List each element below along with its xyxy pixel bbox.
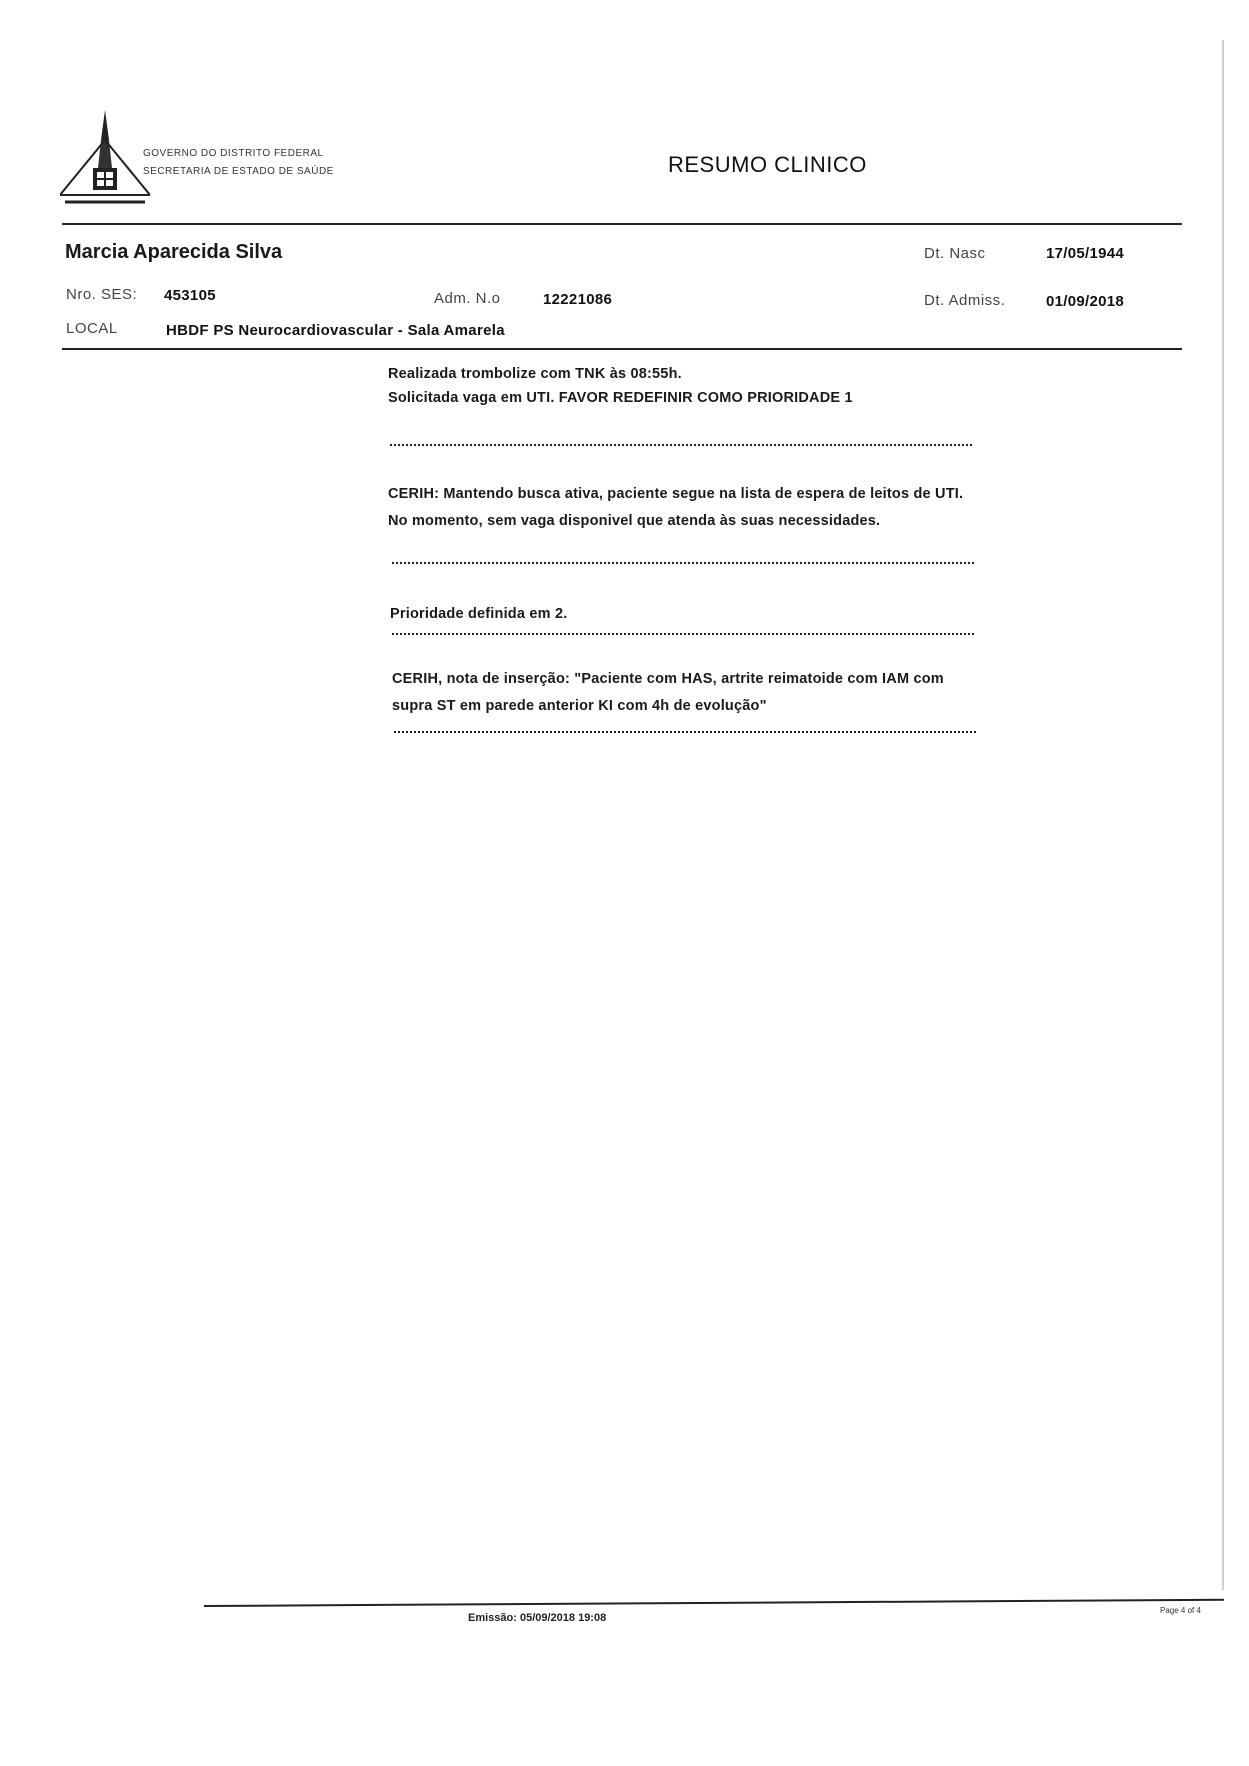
- admission-date-value: 01/09/2018: [1046, 293, 1125, 310]
- patient-info-rule: [62, 348, 1182, 350]
- note-separator: [392, 633, 974, 635]
- page-number: Page 4 of 4: [1160, 1606, 1201, 1615]
- document-title: RESUMO CLINICO: [668, 152, 867, 177]
- admission-date-label: Dt. Admiss.: [924, 292, 1006, 309]
- ses-label: Nro. SES:: [66, 286, 138, 303]
- note-2-line-2: No momento, sem vaga disponivel que atenda às suas necessidades.: [388, 513, 881, 529]
- coat-of-arms-logo: [60, 110, 150, 210]
- note-1-line-2: Solicitada vaga em UTI. FAVOR REDEFINIR COMO PRIORIDADE 1: [388, 390, 853, 406]
- local-label: LOCAL: [66, 320, 118, 337]
- local-value: HBDF PS Neurocardiovascular - Sala Amarela: [166, 322, 505, 339]
- note-4: [392, 666, 944, 720]
- birth-date-value: 17/05/1944: [1046, 245, 1125, 262]
- note-3: [390, 602, 567, 626]
- ses-number: 453105: [164, 287, 216, 304]
- note-4-line-1: CERIH, nota de inserção: "Paciente com HAS, artrite reimatoide com IAM com: [392, 671, 944, 687]
- note-2: [388, 481, 963, 535]
- note-separator: [394, 731, 976, 733]
- birth-date-label: Dt. Nasc: [924, 245, 986, 262]
- footer-rule: [204, 1599, 1224, 1607]
- note-2-line-1: CERIH: Mantendo busca ativa, paciente segue na lista de espera de leitos de UTI.: [388, 486, 964, 502]
- note-4-line-2: supra ST em parede anterior KI com 4h de evolução": [392, 698, 767, 714]
- admission-number-label: Adm. N.o: [434, 290, 501, 307]
- org-line-2: SECRETARIA DE ESTADO DE SAÚDE: [143, 166, 334, 177]
- emission-timestamp: Emissão: 05/09/2018 19:08: [468, 1612, 607, 1624]
- patient-name: Marcia Aparecida Silva: [65, 241, 283, 263]
- note-separator: [392, 562, 974, 564]
- org-line-1: GOVERNO DO DISTRITO FEDERAL: [143, 148, 324, 159]
- header-rule: [62, 223, 1182, 225]
- admission-number: 12221086: [543, 291, 613, 308]
- note-1-line-1: Realizada trombolize com TNK às 08:55h.: [388, 366, 682, 382]
- scan-edge: [1222, 40, 1224, 1590]
- note-3-line-1: Prioridade definida em 2.: [390, 606, 568, 622]
- note-1: [388, 362, 853, 410]
- note-separator: [390, 444, 972, 446]
